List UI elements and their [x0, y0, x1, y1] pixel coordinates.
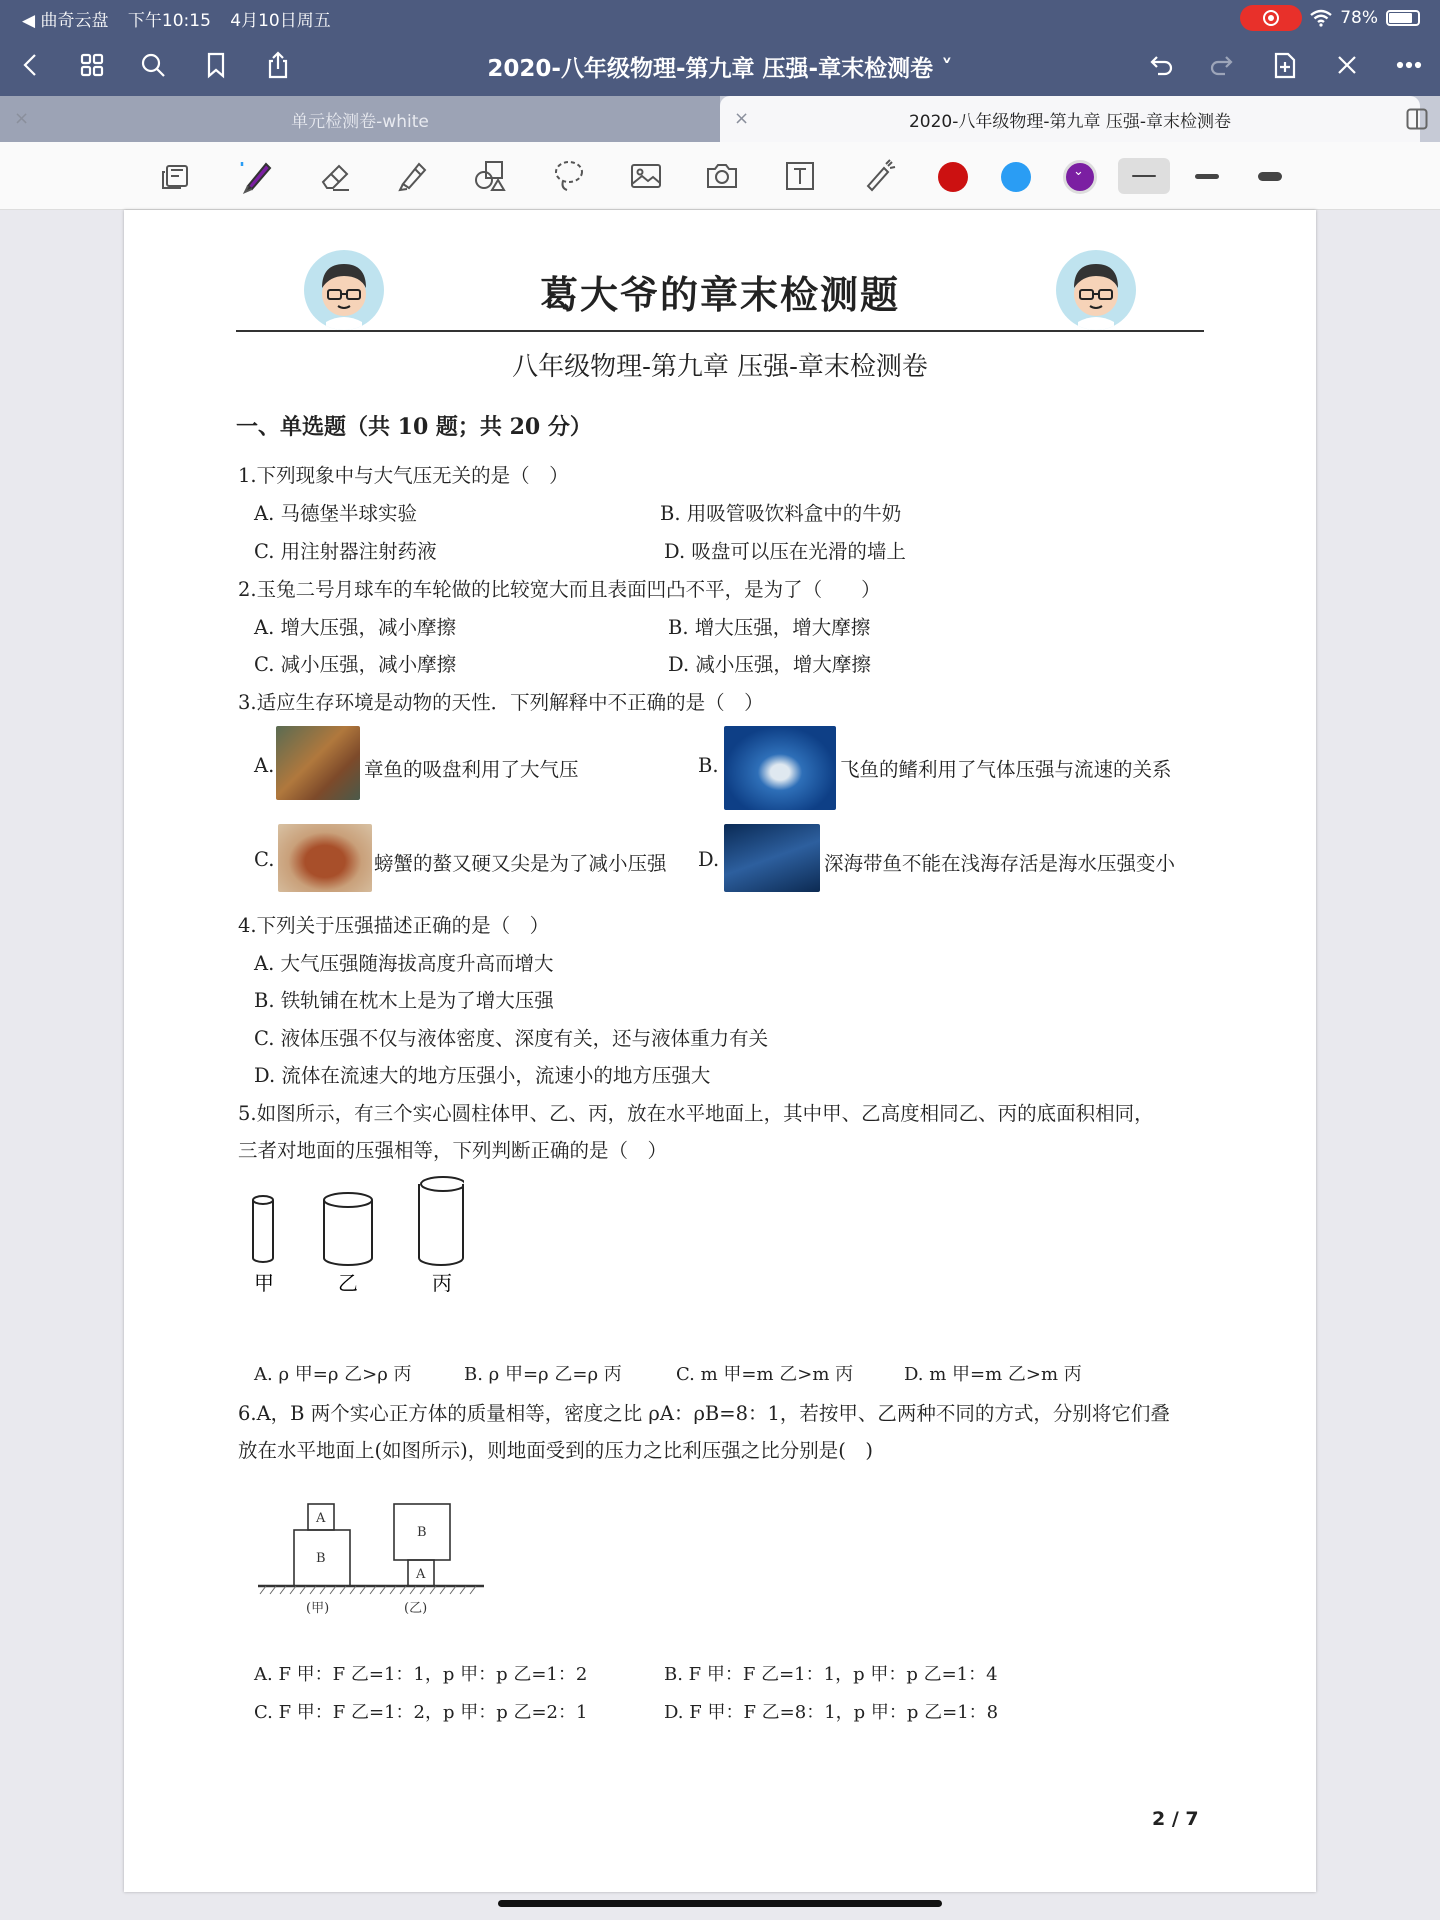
- tab-active[interactable]: [720, 96, 1420, 142]
- question-3-option-a: 章鱼的吸盘利用了大气压: [364, 758, 579, 781]
- chevron-down-icon: ⌄: [1073, 164, 1084, 179]
- text-icon[interactable]: [776, 152, 824, 200]
- eraser-icon[interactable]: [311, 152, 359, 200]
- question-2-option-c: C. 减小压强，减小摩擦: [254, 653, 457, 676]
- add-page-icon[interactable]: [1262, 42, 1308, 88]
- battery-percent: 78%: [1340, 8, 1378, 28]
- stroke-medium-button[interactable]: [1181, 158, 1233, 194]
- cube-b-label-yi: B: [417, 1525, 427, 1540]
- back-to-app-link[interactable]: ◀ 曲奇云盘: [22, 11, 109, 31]
- cube-a-label-jia: A: [316, 1511, 326, 1526]
- question-1-option-d: D. 吸盘可以压在光滑的墙上: [664, 540, 906, 563]
- tab-label: 单元检测卷-white: [291, 111, 429, 132]
- close-edit-icon[interactable]: [1324, 42, 1370, 88]
- laser-pointer-icon[interactable]: [854, 152, 902, 200]
- page-number: 2 / 7: [1152, 1808, 1199, 1830]
- navigation-bar: [0, 34, 1440, 96]
- octopus-photo: [276, 726, 360, 800]
- question-4-option-b: B. 铁轨铺在枕木上是为了增大压强: [254, 989, 554, 1012]
- section-heading: 一、单选题（共 10 题；共 20 分）: [236, 414, 592, 440]
- figure-label-jia: (甲): [306, 1601, 330, 1616]
- question-5-option-c: C. m 甲=m 乙>m 丙: [676, 1364, 854, 1385]
- question-2-option-d: D. 减小压强，增大摩擦: [668, 653, 871, 676]
- cylinder-label-bing: 丙: [432, 1271, 452, 1295]
- shapes-icon[interactable]: [466, 152, 514, 200]
- grid-view-icon[interactable]: [69, 42, 115, 88]
- highlighter-icon[interactable]: [389, 152, 437, 200]
- exam-subtitle: 八年级物理-第九章 压强-章末检测卷: [512, 352, 928, 382]
- battery-icon: [1386, 10, 1420, 26]
- document-title[interactable]: 2020-八年级物理-第九章 压强-章末检测卷 ˅: [487, 56, 953, 82]
- cylinders-figure: [244, 1170, 464, 1320]
- lasso-icon[interactable]: [545, 152, 593, 200]
- question-4-option-a: A. 大气压强随海拔高度升高而增大: [254, 952, 554, 975]
- question-2-stem: 2.玉兔二号月球车的车轮做的比较宽大而且表面凹凸不平，是为了（ ）: [238, 578, 881, 601]
- cube-b-label-jia: B: [316, 1551, 326, 1566]
- question-6-stem-line2: 放在水平地面上(如图所示)，则地面受到的压力之比利压强之比分别是( ): [238, 1439, 873, 1462]
- share-icon[interactable]: [255, 42, 301, 88]
- image-icon[interactable]: [622, 152, 670, 200]
- cube-a-label-yi: A: [416, 1567, 426, 1582]
- color-purple-swatch-selected[interactable]: [1063, 160, 1097, 194]
- pen-icon[interactable]: [232, 152, 280, 200]
- question-3-option-c: 螃蟹的螯又硬又尖是为了减小压强: [374, 852, 667, 875]
- top-bar: [0, 0, 1440, 96]
- crab-photo: [278, 824, 372, 892]
- screen-recording-indicator[interactable]: [1240, 5, 1302, 31]
- annotation-toolbar: [0, 142, 1440, 210]
- stacked-cubes-figure: [252, 1494, 492, 1634]
- question-6-option-d: D. F 甲：F 乙=8：1，p 甲：p 乙=1：8: [664, 1702, 999, 1723]
- cylinder-label-yi: 乙: [338, 1271, 358, 1295]
- status-bar: [0, 0, 1440, 34]
- question-1-option-c: C. 用注射器注射药液: [254, 540, 437, 563]
- question-6-stem-line1: 6.A，B 两个实心正方体的质量相等，密度之比 ρA：ρB=8：1，若按甲、乙两种不同的方式，分别将它们叠: [238, 1402, 1170, 1425]
- question-4-option-d: D. 流体在流速大的地方压强小，流速小的地方压强大: [254, 1064, 711, 1087]
- question-3-label-a: A.: [254, 754, 275, 777]
- question-5-option-a: A. ρ 甲=ρ 乙>ρ 丙: [254, 1364, 412, 1385]
- question-3-option-b: 飞鱼的鳍利用了气体压强与流速的关系: [840, 758, 1172, 781]
- back-chevron-icon[interactable]: [8, 42, 54, 88]
- question-2-option-b: B. 增大压强，增大摩擦: [668, 616, 871, 639]
- color-red-swatch[interactable]: [938, 162, 968, 192]
- question-2-option-a: A. 增大压强，减小摩擦: [254, 616, 456, 639]
- stroke-thin-button[interactable]: [1118, 158, 1170, 194]
- color-blue-swatch[interactable]: [1001, 162, 1031, 192]
- question-1-stem: 1.下列现象中与大气压无关的是（ ）: [238, 464, 569, 487]
- home-indicator[interactable]: [498, 1900, 942, 1907]
- redo-icon[interactable]: [1199, 42, 1245, 88]
- question-3-option-d: 深海带鱼不能在浅海存活是海水压强变小: [824, 852, 1176, 875]
- split-view-icon[interactable]: [1406, 108, 1428, 130]
- wifi-icon: [1310, 9, 1332, 27]
- question-4-stem: 4.下列关于压强描述正确的是（ ）: [238, 914, 550, 937]
- question-5-stem-line1: 5.如图所示，有三个实心圆柱体甲、乙、丙，放在水平地面上，其中甲、乙高度相同乙、丙的底面积相同，: [238, 1102, 1154, 1125]
- question-5-stem-line2: 三者对地面的压强相等，下列判断正确的是（ ）: [238, 1139, 668, 1162]
- ribbonfish-photo: [724, 824, 820, 892]
- status-time: 下午10:15: [127, 11, 211, 31]
- document-page[interactable]: [124, 210, 1316, 1892]
- cylinder-label-jia: 甲: [254, 1271, 274, 1295]
- question-5-option-d: D. m 甲=m 乙>m 丙: [904, 1364, 1082, 1385]
- flying-fish-photo: [724, 726, 836, 810]
- exam-paper: [124, 210, 1316, 1892]
- question-6-option-c: C. F 甲：F 乙=1：2，p 甲：p 乙=2：1: [254, 1702, 588, 1723]
- tab-label: 2020-八年级物理-第九章 压强-章末检测卷: [908, 111, 1232, 132]
- camera-icon[interactable]: [698, 152, 746, 200]
- record-icon: [1263, 10, 1279, 26]
- header-divider: [236, 330, 1204, 332]
- question-1-option-a: A. 马德堡半球实验: [254, 502, 417, 525]
- question-4-option-c: C. 液体压强不仅与液体密度、深度有关，还与液体重力有关: [254, 1027, 769, 1050]
- bookmark-icon[interactable]: [193, 42, 239, 88]
- tab-inactive[interactable]: [0, 96, 720, 142]
- document-tab-bar: [0, 96, 1440, 142]
- more-icon[interactable]: [1386, 42, 1432, 88]
- question-6-option-b: B. F 甲：F 乙=1：1，p 甲：p 乙=1：4: [664, 1664, 998, 1685]
- search-icon[interactable]: [130, 42, 176, 88]
- figure-label-yi: (乙): [404, 1601, 428, 1616]
- stroke-thick-button[interactable]: [1244, 158, 1296, 194]
- question-1-option-b: B. 用吸管吸饮料盒中的牛奶: [660, 502, 902, 525]
- question-5-option-b: B. ρ 甲=ρ 乙=ρ 丙: [464, 1364, 622, 1385]
- question-3-stem: 3.适应生存环境是动物的天性．下列解释中不正确的是（ ）: [238, 691, 764, 714]
- undo-icon[interactable]: [1138, 42, 1184, 88]
- header-title: 葛大爷的章末检测题: [539, 273, 900, 317]
- page-layout-icon[interactable]: [153, 152, 201, 200]
- tab-close-icon[interactable]: ×: [14, 108, 30, 129]
- status-date: 4月10日周五: [230, 11, 331, 31]
- question-6-option-a: A. F 甲：F 乙=1：1，p 甲：p 乙=1：2: [254, 1664, 588, 1685]
- tab-close-icon[interactable]: ×: [734, 108, 750, 129]
- question-3-label-b: B.: [698, 754, 719, 777]
- question-3-label-d: D.: [698, 848, 720, 871]
- question-3-label-c: C.: [254, 848, 275, 871]
